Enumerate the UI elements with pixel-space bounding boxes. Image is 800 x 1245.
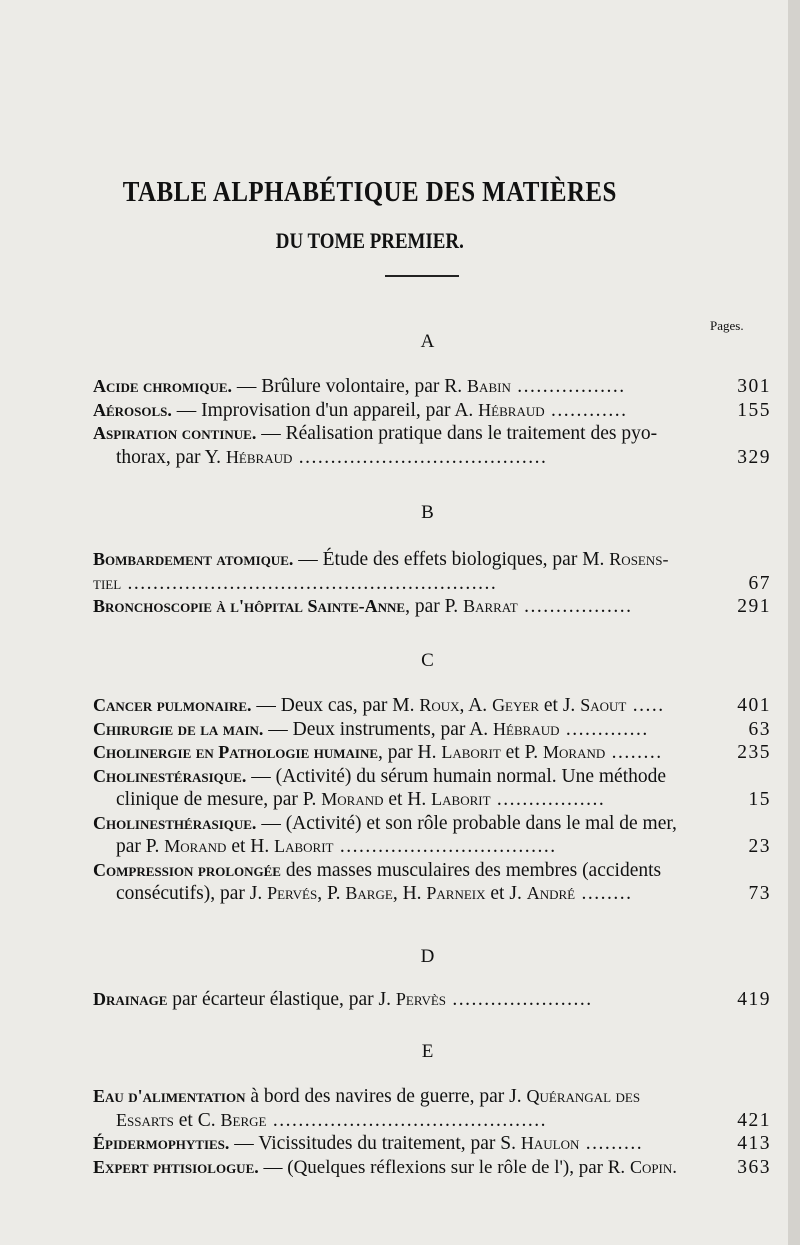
section-d-entries — [93, 988, 771, 1012]
index-entry: Drainage par écarteur élastique, par J. Pervès ...................... 419 — [93, 989, 771, 1010]
section-letter-d: D — [420, 946, 435, 967]
section-letter-b: B — [421, 502, 434, 523]
index-entry: Chirurgie de la main. — Deux instruments, par A. Hébraud ............. 63 — [93, 718, 771, 740]
index-entry-continuation: par P. Morand et H. Laborit .................................. 23 — [116, 836, 771, 857]
index-entry: Acide chromique. — Brûlure volontaire, par R. Babin ................. 301 — [93, 376, 771, 397]
index-entry-continuation: Essarts et C. Berge ........................................... 421 — [116, 1109, 771, 1131]
page-number: 235 — [737, 742, 771, 763]
index-entry-continuation: clinique de mesure, par P. Morand et H. Laborit ................. 15 — [116, 789, 771, 810]
section-e-entries — [93, 1085, 771, 1179]
page-title: TABLE ALPHABÉTIQUE DES MATIÈRES — [122, 176, 617, 208]
section-letter-c: C — [421, 650, 434, 671]
page-number: 301 — [737, 376, 771, 397]
index-entry: Cancer pulmonaire. — Deux cas, par M. Roux, A. Geyer et J. Saout ..... 401 — [93, 695, 771, 716]
index-entry: Bronchoscopie à l'hôpital Sainte-Anne, par P. Barrat ................. 291 — [93, 596, 771, 617]
index-entry: Cholinergie en Pathologie humaine, par H. Laborit et P. Morand ........ 235 — [93, 742, 771, 763]
index-entry: Eau d'alimentation à bord des navires de guerre, par J. Quérangal des — [93, 1086, 641, 1107]
index-entry-continuation: tiel .......................................................... 67 — [93, 572, 771, 594]
index-entry-continuation: thorax, par Y. Hébraud ....................................... 329 — [116, 446, 771, 468]
page-number: 413 — [737, 1133, 771, 1154]
index-entry: Expert phtisiologue. — (Quelques réflexions sur le rôle de l'), par R. Copin. 363 — [93, 1156, 771, 1178]
section-a-entries — [93, 375, 771, 469]
section-letter-a: A — [420, 331, 435, 352]
section-letter-e: E — [421, 1041, 434, 1062]
page-number: 329 — [737, 446, 771, 468]
page-number: 419 — [737, 989, 771, 1010]
section-c-entries — [93, 694, 771, 906]
page-subtitle: DU TOME PREMIER. — [275, 228, 464, 253]
page-number: 421 — [737, 1109, 771, 1131]
index-entry: Épidermophyties. — Vicissitudes du traitement, par S. Haulon ......... 413 — [93, 1133, 771, 1154]
page-number: 363 — [737, 1156, 771, 1178]
page-number: 291 — [737, 596, 771, 617]
page-number: 73 — [748, 883, 771, 904]
index-entry: Cholinesthérasique. — (Activité) et son rôle probable dans le mal de mer, — [93, 812, 677, 834]
page-number: 155 — [737, 399, 771, 421]
pages-column-label: Pages. — [710, 318, 744, 333]
index-entry: Aérosols. — Improvisation d'un appareil, par A. Hébraud ............ 155 — [93, 399, 771, 421]
page-number: 63 — [748, 718, 771, 740]
page-number: 67 — [748, 572, 771, 594]
index-entry: Cholinestérasique. — (Activité) du sérum humain normal. Une méthode — [93, 765, 667, 787]
title-divider — [385, 275, 459, 277]
index-entry: Compression prolongée des masses musculaires des membres (accidents — [93, 859, 662, 881]
page-number: 23 — [748, 836, 771, 857]
section-b-entries — [93, 548, 771, 619]
index-entry-continuation: consécutifs), par J. Pervés, P. Barge, H. Parneix et J. André ........ 73 — [116, 883, 771, 904]
page-number: 15 — [748, 789, 771, 810]
page-number: 401 — [737, 695, 771, 716]
index-entry: Aspiration continue. — Réalisation pratique dans le traitement des pyo- — [93, 423, 658, 444]
index-entry: Bombardement atomique. — Étude des effets biologiques, par M. Rosens- — [93, 549, 669, 570]
